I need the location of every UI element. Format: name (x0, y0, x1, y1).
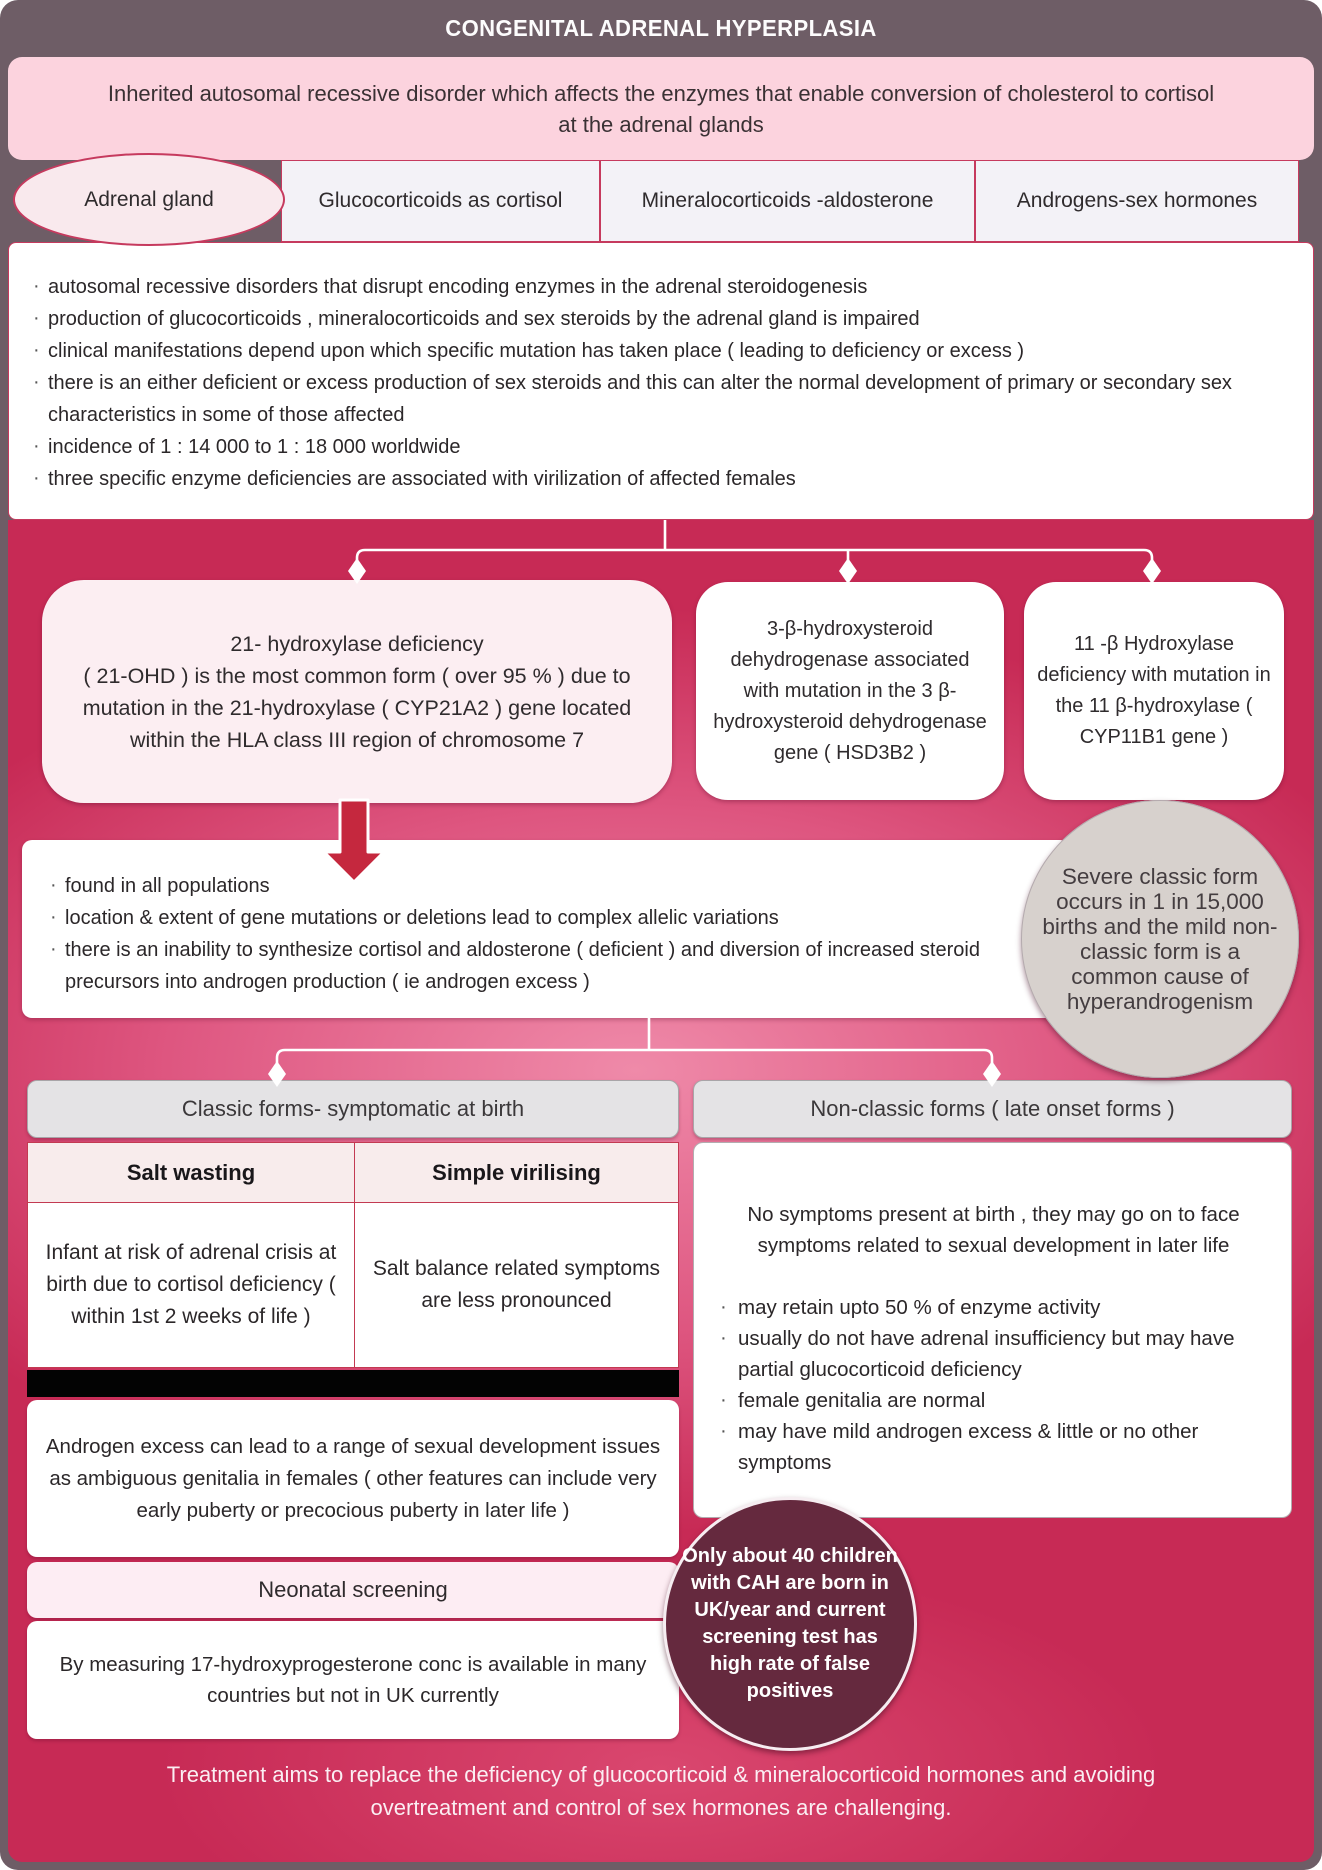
deficiency-box-hsd3b2: 3-β-hydroxysteroid dehydrogenase associated with mutation in the 3 β-hydroxysteroid dehydrogenase gene ( HSD3B2 ) (696, 582, 1004, 800)
page-title: CONGENITAL ADRENAL HYPERPLASIA (445, 15, 877, 41)
cell-simple-virilising-description: Salt balance related symptoms are less pronounced (354, 1202, 679, 1368)
ohd-bullet-list (48, 870, 1052, 998)
deficiency-box-cyp11b1: 11 -β Hydroxylase deficiency with mutation in the 11 β-hydroxylase ( CYP11B1 gene ) (1024, 582, 1284, 800)
nonclassic-forms-panel (693, 1142, 1292, 1518)
deficiency-box-21-hydroxylase (42, 580, 672, 803)
tab-androgens[interactable]: Androgens-sex hormones (975, 160, 1299, 242)
nonclassic-bullet: · may retain upto 50 % of enzyme activity (718, 1292, 1269, 1323)
treatment-footer-note: Treatment aims to replace the deficiency of glucocorticoid & mineralocorticoid hormones and avoiding overtreatment and control of sex hormones are challenging. (166, 1762, 1156, 1820)
ohd-details-panel (22, 840, 1070, 1018)
subtitle-banner: Inherited autosomal recessive disorder which affects the enzymes that enable conversion of cholesterol to cortisol at the adrenal glands (8, 57, 1314, 160)
tab-glucocorticoids[interactable]: Glucocorticoids as cortisol (281, 160, 600, 242)
nonclassic-bullet: · may have mild androgen excess & little or no other symptoms (718, 1416, 1269, 1478)
overview-bullet: · three specific enzyme deficiencies are associated with virilization of affected females (31, 463, 1293, 495)
nonclassic-intro: No symptoms present at birth , they may go on to face symptoms related to sexual development in later life (747, 1203, 1240, 1257)
cell-salt-wasting-description: Infant at risk of adrenal crisis at birth due to cortisol deficiency ( within 1st 2 weeks of life ) (27, 1202, 355, 1368)
deficiency-box-21-line1: 21- hydroxylase deficiency (230, 631, 484, 656)
nonclassic-forms-header: Non-classic forms ( late onset forms ) (693, 1080, 1292, 1138)
nonclassic-bullet-list (718, 1292, 1269, 1478)
redacted-bar (27, 1370, 679, 1397)
nonclassic-bullet: · female genitalia are normal (718, 1385, 1269, 1416)
column-header-salt-wasting: Salt wasting (27, 1142, 355, 1203)
ohd-bullet: · found in all populations (48, 870, 1052, 902)
tab-adrenal-gland[interactable]: Adrenal gland (13, 153, 285, 246)
severe-classic-note-circle: Severe classic form occurs in 1 in 15,000 births and the mild non-classic form is a common cause of hyperandrogenism (1021, 800, 1299, 1078)
neonatal-screening-note: By measuring 17-hydroxyprogesterone conc is available in many countries but not in UK currently (27, 1621, 679, 1739)
overview-bullet-list (31, 271, 1293, 495)
uk-screening-note-circle: Only about 40 children with CAH are born in UK/year and current screening test has high rate of false positives (663, 1497, 917, 1751)
overview-bullet: · autosomal recessive disorders that disrupt encoding enzymes in the adrenal steroidogenesis (31, 271, 1293, 303)
neonatal-screening-header: Neonatal screening (27, 1562, 679, 1618)
deficiency-box-21-rest: ( 21-OHD ) is the most common form ( over 95 % ) due to mutation in the 21-hydroxylase ( CYP21A2 ) gene located within the HLA class III region of chromosome 7 (82, 663, 632, 752)
ohd-bullet: · there is an inability to synthesize cortisol and aldosterone ( deficient ) and diversion of increased steroid precursors into androgen production ( ie androgen excess ) (48, 934, 1052, 998)
overview-panel (8, 242, 1314, 520)
overview-bullet: · incidence of 1 : 14 000 to 1 : 18 000 worldwide (31, 431, 1293, 463)
tab-mineralocorticoids[interactable]: Mineralocorticoids -aldosterone (600, 160, 975, 242)
nonclassic-bullet: · usually do not have adrenal insufficiency but may have partial glucocorticoid deficiency (718, 1323, 1269, 1385)
overview-bullet: · clinical manifestations depend upon which specific mutation has taken place ( leading to deficiency or excess ) (31, 335, 1293, 367)
classic-forms-header: Classic forms- symptomatic at birth (27, 1080, 679, 1138)
column-header-simple-virilising: Simple virilising (354, 1142, 679, 1203)
overview-bullet: · there is an either deficient or excess production of sex steroids and this can alter the normal development of primary or secondary sex characteristics in some of those affected (31, 367, 1293, 431)
ohd-bullet: · location & extent of gene mutations or deletions lead to complex allelic variations (48, 902, 1052, 934)
overview-bullet: · production of glucocorticoids , mineralocorticoids and sex steroids by the adrenal gland is impaired (31, 303, 1293, 335)
androgen-excess-note: Androgen excess can lead to a range of sexual development issues as ambiguous genitalia in females ( other features can include very early puberty or precocious puberty in later life ) (27, 1400, 679, 1557)
